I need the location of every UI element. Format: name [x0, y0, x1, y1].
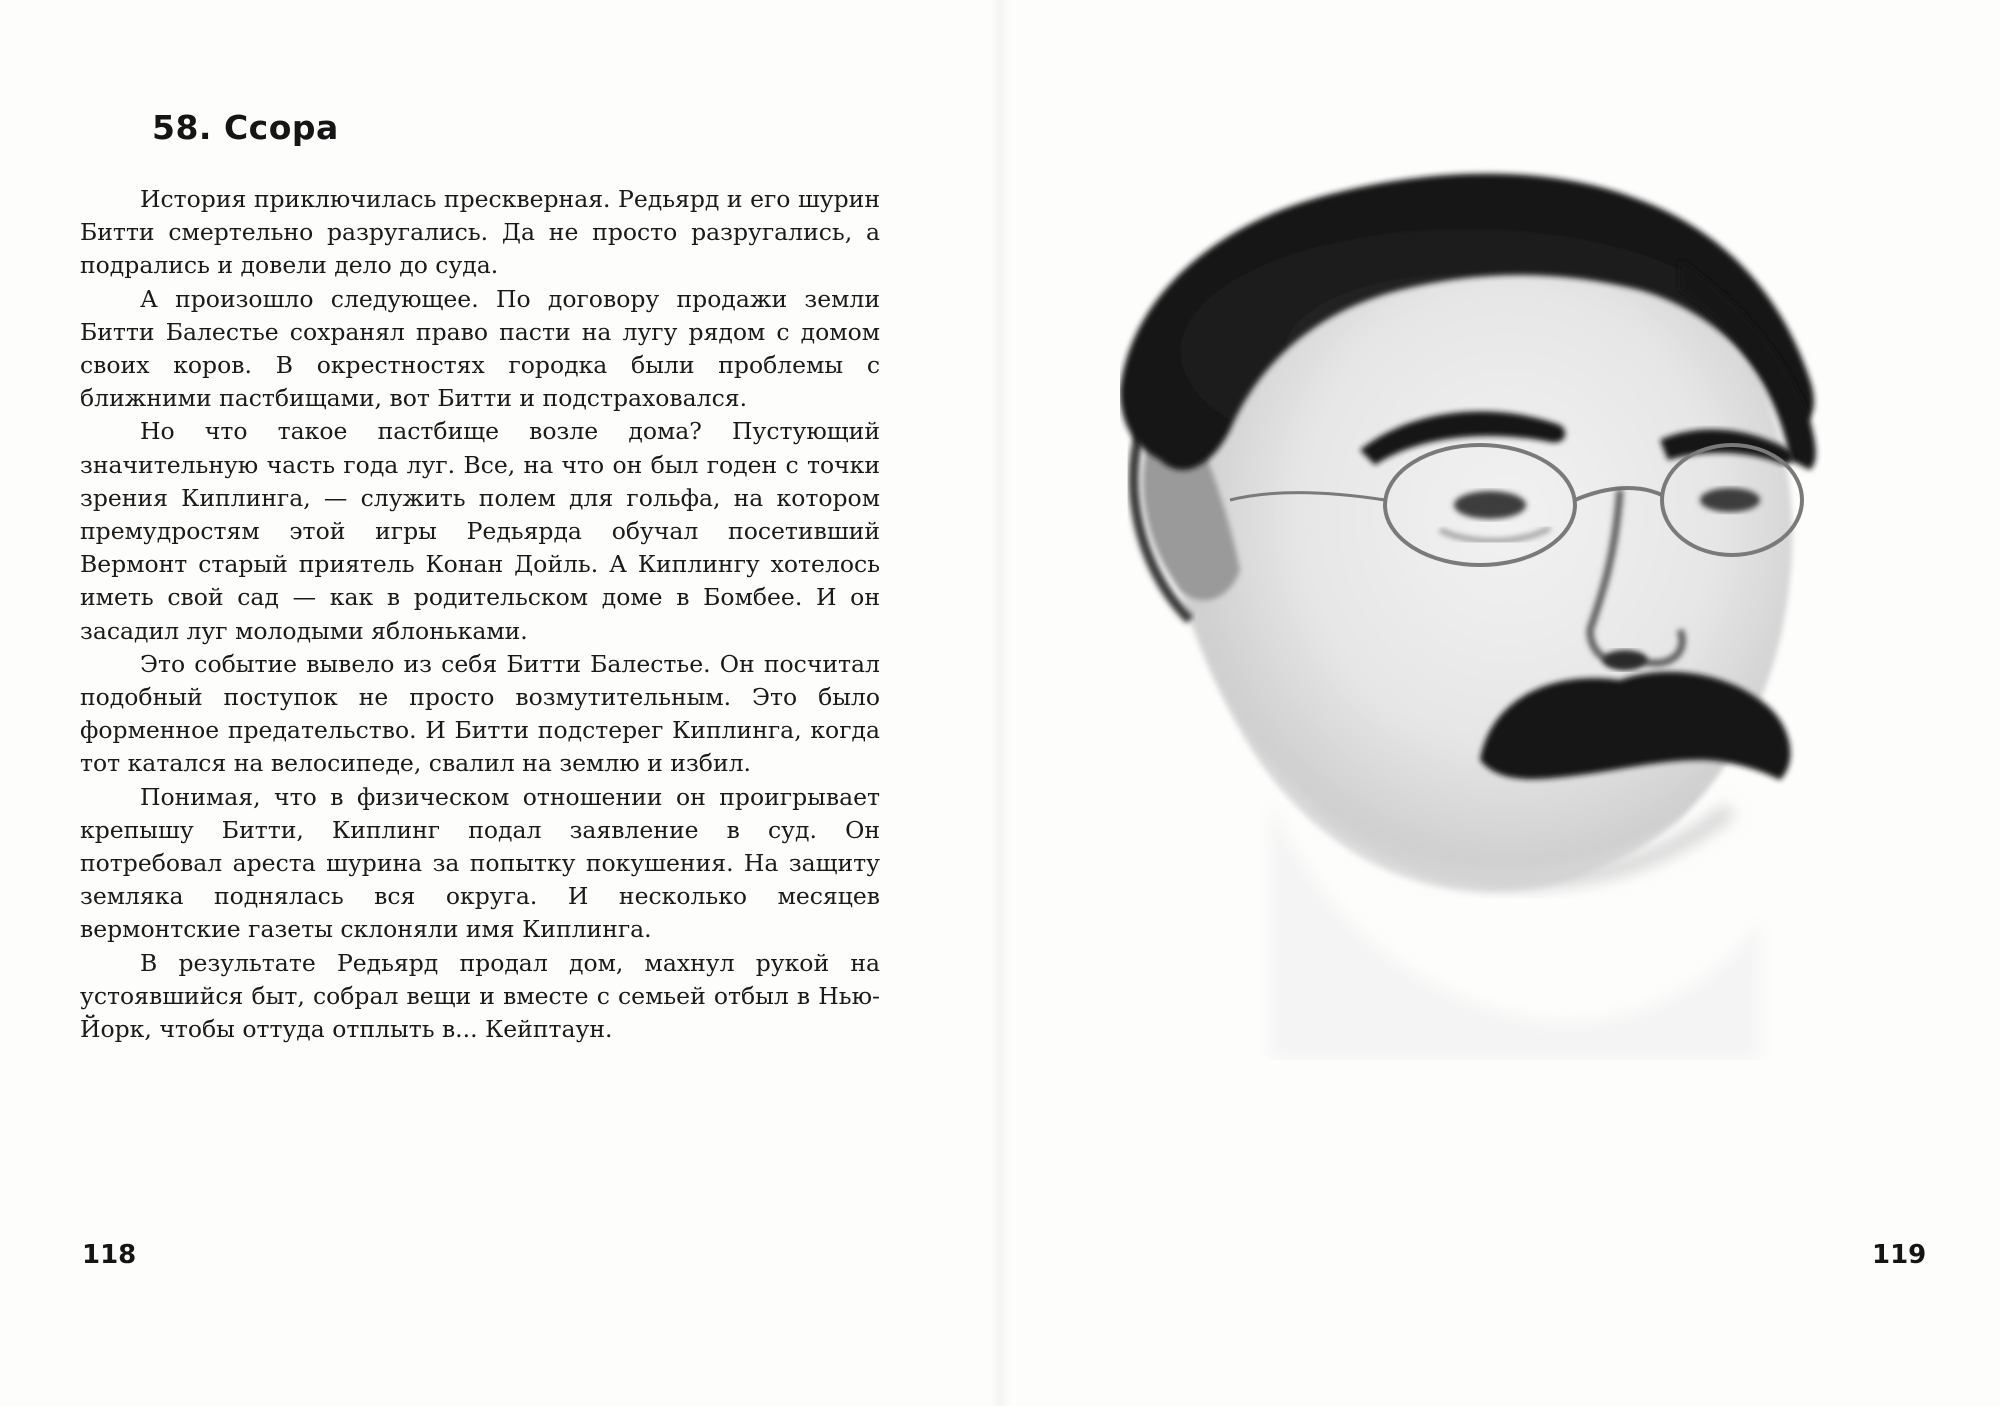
paragraph-6: В результате Редьярд продал дом, махнул рукой на устоявшийся быт, собрал вещи и вместе с семьей отбыл в Нью-Йорк, чтобы оттуда отплыть в... Кейптаун.	[80, 948, 880, 1044]
paragraph-1: История приключилась прескверная. Редьярд и его шурин Битти смертельно разругались. Да не просто разругались, а подрались и довели дело до суда.	[80, 185, 880, 280]
left-page	[80, 90, 880, 1046]
page-number-right: 119	[1872, 1240, 1927, 1270]
paragraph-5: Понимая, что в физическом отношении он проигрывает крепышу Битти, Киплинг подал заявление в суд. Он потребовал ареста шурина за попытку покушения. На защиту земляка поднялась вся округа. И несколько месяцев вермонтские газеты склоняли имя Киплинга.	[80, 782, 880, 944]
paragraph-2: А произошло следующее. По договору продажи земли Битти Балестье сохранял право пасти на лугу рядом с домом своих коров. В окрестностях городка были проблемы с ближними пастбищами, вот Битти и подстраховался.	[80, 284, 880, 413]
chapter-title: 58. Ссора	[152, 108, 339, 147]
portrait-photo-icon	[1120, 160, 1840, 1060]
book-gutter	[990, 0, 1010, 1406]
page-number-left: 118	[82, 1240, 137, 1270]
paragraph-3: Но что такое пастбище возле дома? Пустующий значительную часть года луг. Все, на что он был годен с точки зрения Киплинга, — служить полем для гольфа, на котором премудростям этой игры Редьярда обучал посетивший Вермонт старый приятель Конан Дойль. А Киплингу хотелось иметь свой сад — как в родительском доме в Бомбее. И он засадил луг молодыми яблоньками.	[80, 417, 880, 645]
body-text	[80, 183, 880, 1046]
paragraph-4: Это событие вывело из себя Битти Балестье. Он посчитал подобный поступок не просто возмутительным. Это было форменное предательство. И Битти подстерег Киплинга, когда тот катался на велосипеде, свалил на землю и избил.	[80, 649, 880, 778]
